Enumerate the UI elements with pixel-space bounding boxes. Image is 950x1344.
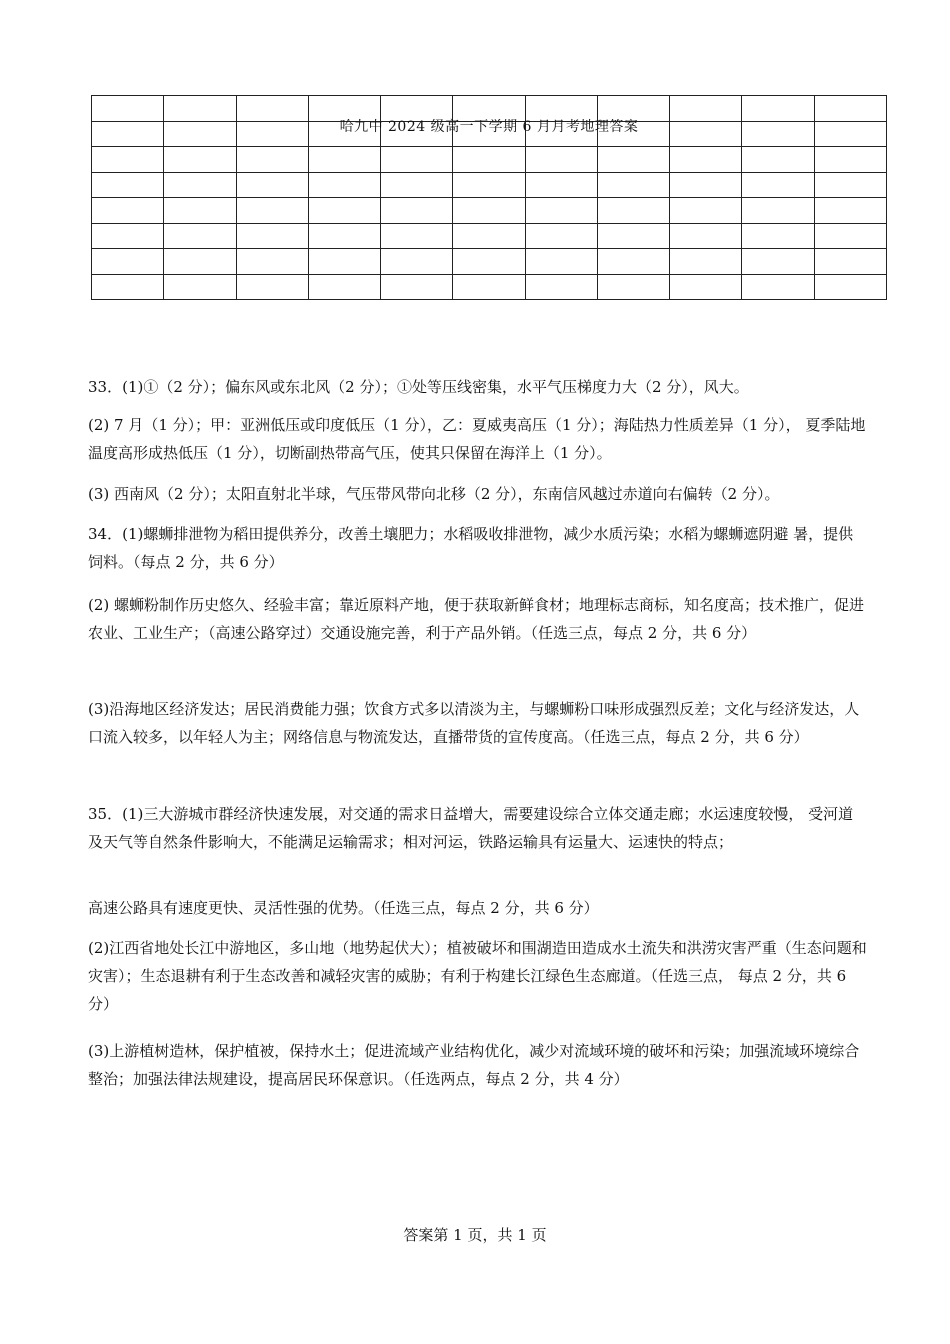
grid-cell (92, 274, 164, 300)
grid-cell (381, 274, 453, 300)
grid-cell (453, 223, 525, 249)
grid-cell (525, 147, 597, 173)
grid-cell (814, 223, 886, 249)
grid-cell (308, 172, 380, 198)
grid-cell (164, 274, 236, 300)
grid-cell (670, 172, 742, 198)
grid-cell (597, 274, 669, 300)
grid-cell (381, 147, 453, 173)
grid-cell (236, 249, 308, 275)
grid-row (92, 198, 887, 224)
page-title: 哈九中 2024 级高一下学期 6 月月考地理答案 (339, 119, 639, 135)
grid-cell (381, 249, 453, 275)
grid-cell (525, 223, 597, 249)
grid-row (92, 223, 887, 249)
grid-cell (814, 172, 886, 198)
grid-cell (164, 249, 236, 275)
grid-cell (236, 147, 308, 173)
grid-cell (597, 198, 669, 224)
grid-cell (597, 223, 669, 249)
answer-q34-1: 34．(1)螺蛳排泄物为稻田提供养分，改善土壤肥力；水稻吸收排泄物，减少水质污染；水稻为螺蛳遮阴避 暑，提供饲料。（每点 2 分，共 6 分） (88, 525, 854, 571)
answer-q33-3: (3) 西南风（2 分）；太阳直射北半球，气压带风带向北移（2 分），东南信风越过赤道向右偏转（2 分）。 (88, 485, 780, 503)
grid-cell (453, 249, 525, 275)
grid-cell (92, 172, 164, 198)
grid-cell (525, 198, 597, 224)
grid-cell (597, 147, 669, 173)
grid-cell (814, 274, 886, 300)
grid-cell (597, 249, 669, 275)
grid-cell (814, 198, 886, 224)
answer-q34-3: (3)沿海地区经济发达；居民消费能力强；饮食方式多以清淡为主，与螺蛳粉口味形成强烈反差；文化与经济发达，人口流入较多，以年轻人为主；网络信息与物流发达，直播带货的宣传度高。（任选三点，每点 2 分，共 6 分） (88, 700, 860, 746)
grid-cell (670, 223, 742, 249)
grid-cell (453, 198, 525, 224)
grid-cell (236, 172, 308, 198)
grid-cell (525, 274, 597, 300)
grid-row (92, 172, 887, 198)
grid-cell (453, 147, 525, 173)
grid-cell (308, 249, 380, 275)
grid-cell (597, 172, 669, 198)
grid-cell (814, 249, 886, 275)
grid-cell (670, 274, 742, 300)
grid-cell (525, 172, 597, 198)
grid-cell (92, 198, 164, 224)
grid-cell (742, 172, 814, 198)
grid-cell (92, 249, 164, 275)
grid-cell (814, 147, 886, 173)
grid-cell (92, 223, 164, 249)
grid-cell (236, 274, 308, 300)
grid-cell (381, 172, 453, 198)
grid-row (92, 147, 887, 173)
grid-cell (308, 198, 380, 224)
answer-q35-1b: 高速公路具有速度更快、灵活性强的优势。（任选三点，每点 2 分，共 6 分） (88, 899, 599, 917)
grid-cell (670, 198, 742, 224)
grid-cell (381, 223, 453, 249)
grid-cell (236, 223, 308, 249)
grid-cell (670, 249, 742, 275)
grid-cell (381, 198, 453, 224)
answer-q35-2: (2)江西省地处长江中游地区，多山地（地势起伏大）；植被破坏和围湖造田造成水土流失和洪涝灾害严重（生态问题和灾害）；生态退耕有利于生态改善和减轻灾害的威胁；有利于构建长江绿色生态廊道。（任选三点， 每点 2 分，共 6 分） (88, 939, 867, 1013)
grid-cell (164, 172, 236, 198)
answer-q34-2: (2) 螺蛳粉制作历史悠久、经验丰富；靠近原料产地，便于获取新鲜食材；地理标志商标，知名度高；技术推广，促进农业、工业生产；（高速公路穿过）交通设施完善，利于产品外销。（任选三点，每点 2 分，共 6 分） (88, 596, 865, 642)
answer-q35-1a: 35．(1)三大游城市群经济快速发展，对交通的需求日益增大，需要建设综合立体交通走廊；水运速度较慢， 受河道及天气等自然条件影响大，不能满足运输需求；相对河运，铁路运输具有运量大、运速快的特点； (88, 805, 854, 851)
grid-cell (92, 147, 164, 173)
page-footer: 答案第 1 页，共 1 页 (403, 1226, 547, 1244)
answer-q35-3: (3)上游植树造林，保护植被，保持水土；促进流域产业结构优化，减少对流域环境的破坏和污染；加强流域环境综合整治；加强法律法规建设，提高居民环保意识。（任选两点，每点 2 分，共 4 分） (88, 1042, 860, 1088)
grid-cell (742, 274, 814, 300)
grid-cell (742, 198, 814, 224)
grid-cell (236, 198, 308, 224)
grid-cell (742, 249, 814, 275)
answer-q33-2: (2) 7 月（1 分）；甲：亚洲低压或印度低压（1 分），乙：夏威夷高压（1 分）；海陆热力性质差异（1 分）， 夏季陆地温度高形成热低压（1 分），切断副热带高气压，使其只保留在海洋上（1 分）。 (88, 416, 866, 462)
grid-cell (164, 198, 236, 224)
grid-cell (164, 223, 236, 249)
grid-cell (525, 249, 597, 275)
grid-cell (453, 274, 525, 300)
grid-cell (742, 223, 814, 249)
grid-cell (308, 274, 380, 300)
grid-cell (308, 223, 380, 249)
answer-q33-1: 33．(1)①（2 分）；偏东风或东北风（2 分）；①处等压线密集，水平气压梯度力大（2 分），风大。 (88, 378, 749, 396)
grid-cell (453, 172, 525, 198)
grid-cell (670, 147, 742, 173)
grid-row (92, 249, 887, 275)
grid-cell (308, 147, 380, 173)
grid-row (92, 274, 887, 300)
grid-cell (164, 147, 236, 173)
grid-cell (742, 147, 814, 173)
